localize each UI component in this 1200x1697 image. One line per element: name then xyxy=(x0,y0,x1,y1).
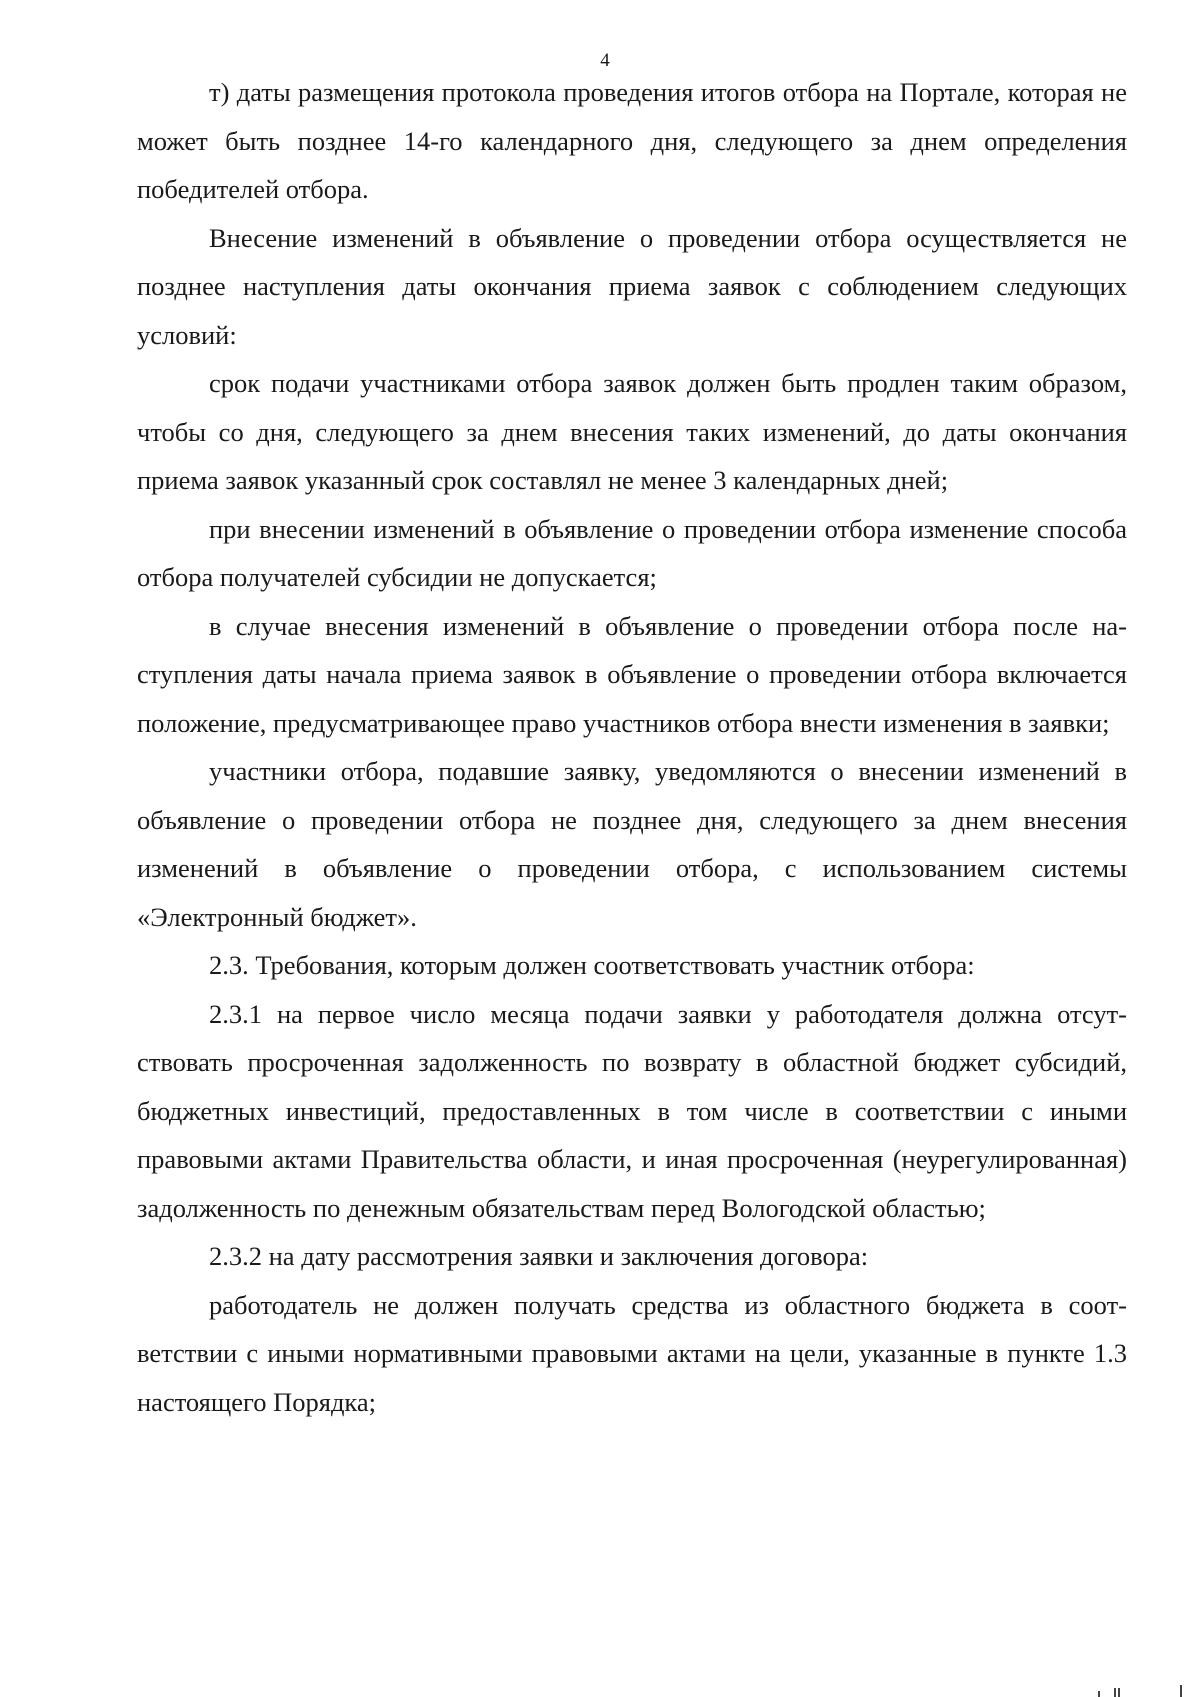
paragraph-t-portal-protocol-date: т) даты размещения протокола проведения итогов отбора на Портале, которая не может быть позднее 14-го календарного дня, следующего за днем определения победителей отбора. xyxy=(137,77,1127,204)
page-number: 4 xyxy=(600,50,610,71)
section-heading-2-3-requirements: 2.3. Требования, которым должен соответствовать участник отбора: xyxy=(209,950,975,980)
paragraph-2-3-1-no-overdue-debt: 2.3.1 на первое число месяца подачи заявки у работодателя должна отсутствовать просроченная задолженность по возврату в областной бюджет субсидий, бюджетных инвестиций, предоставленных в том числе в соответствии с иными правовыми актами Правительства области, и иная просроченная (неурегулированная) задолженность по денежным обязательствам перед Вологодской областью; xyxy=(137,998,1127,1223)
paragraph-changes-after-start: в случае внесения изменений в объявление о проведении отбора после наступления даты начала приема заявок в объявление о проведении отбора включается положение, предусматривающее право участников отбора внести изменения в заявки; xyxy=(137,610,1127,738)
paragraph-participant-notification: участники отбора, подавшие заявку, уведомляются о внесении изменений в объявление о проведении отбора не позднее дня, следующего за днем внесения изменений в объявление о проведении отбора, с использованием системы «Электронный бюджет». xyxy=(137,756,1127,932)
paragraph-changes-to-announcement: Внесение изменений в объявление о проведении отбора осуществляется не позднее наступления даты окончания приема заявок с соблюдением следующих условий: xyxy=(137,222,1127,350)
paragraph-employer-no-regional-funds: работодатель не должен получать средства из областного бюджета в соответствии с иными нормативными правовыми актами на цели, указанные в пункте 1.3 настоящего Порядка; xyxy=(137,1289,1127,1417)
scan-artifact-marks xyxy=(1078,1683,1188,1697)
paragraph-2-3-2-review-date: 2.3.2 на дату рассмотрения заявки и заключения договора: xyxy=(209,1241,869,1271)
document-body xyxy=(137,68,1127,1426)
paragraph-application-deadline-extension: срок подачи участниками отбора заявок должен быть продлен таким образом, чтобы со дня, следующего за днем внесения таких изменений, до даты окончания приема заявок указанный срок составлял не менее 3 календарных дней; xyxy=(137,368,1127,495)
paragraph-selection-method-unchanged: при внесении изменений в объявление о проведении отбора изменение способа отбора получателей субсидии не допускается; xyxy=(137,513,1127,592)
